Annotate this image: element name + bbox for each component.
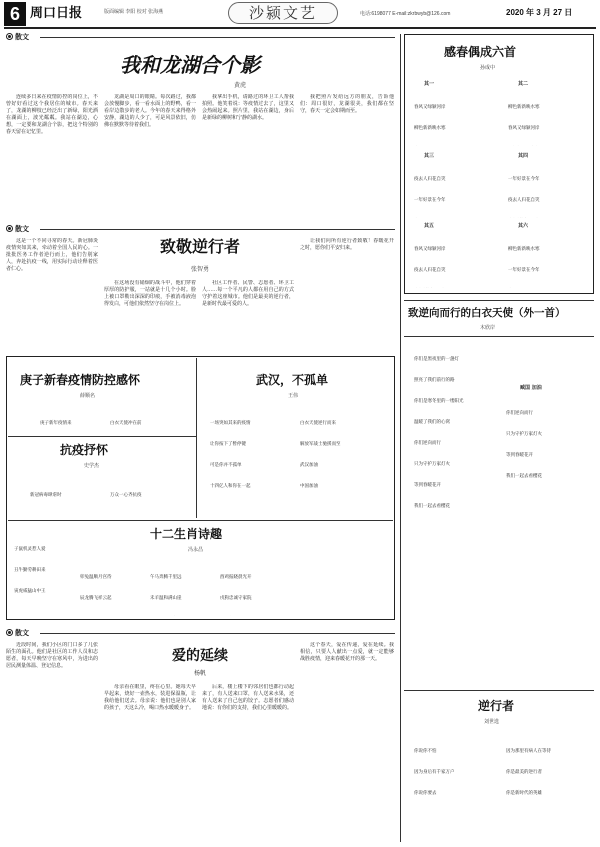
poem-line: 因为身后有千家万户 (414, 770, 455, 775)
poem-line: 让你按下了暂停键 (210, 442, 246, 447)
poem-line: 春风又绿颍河岸 (414, 247, 446, 252)
poem-box-divider (8, 436, 196, 437)
poem-line: 一场突如其来的疫情 (210, 421, 251, 426)
love-col-2: 母亲看在眼里，疼在心里。她每天早早起来，烧好一壶热水，装进保温瓶，让我给他们送去。母亲说：他们也是别人家的孩子，天这么冷，喝口热水暖暖身子。 (104, 684, 196, 711)
salute-col-4: 让我们向所有逆行者致敬！春暖花开之时，愿你们平安归来。 (300, 238, 394, 251)
gengzi-author: 薛顺名 (80, 393, 96, 399)
poem-line: 等到春暖花开 (414, 483, 441, 488)
poem-line: 万众一心齐抗疫 (110, 493, 142, 498)
poem-line: 疫去人归花自笑 (414, 268, 446, 273)
poem-line: 柳色新新映水寒 (508, 105, 540, 110)
retrograde-author: 刘世选 (484, 719, 500, 725)
poem-line: 寅虎威猛山中王 (14, 589, 46, 594)
angel-title: 致逆向而行的白衣天使（外一首） (408, 307, 566, 319)
love-col-3: 后来，楼上楼下的邻居们也都行动起来了，有人送来口罩，有人送来水果，还有人送来了自己包的饺子。志愿者们感动地说：有你们的支持，我们心里暖暖的。 (202, 684, 294, 711)
issue-date: 2020 年 3 月 27 日 (506, 8, 573, 17)
page-number: 6 (4, 2, 26, 26)
poem-line: 解放军战士驰援而至 (300, 442, 341, 447)
poem-line: 因为那里有病人在等待 (506, 749, 551, 754)
salute-section-tag (6, 224, 29, 234)
poem-line: 你是最美的逆行者 (506, 770, 542, 775)
poem-line: 春风又绿颍河岸 (508, 126, 540, 131)
poem-line: 中国加油 (300, 484, 318, 489)
poem-line: 戌狗忠诚守家院 (220, 596, 252, 601)
poem-line: 你是新时代的英雄 (506, 791, 542, 796)
poem-line: 午马奔腾千里远 (150, 575, 182, 580)
angel-second-author: 臧国 加油 (520, 385, 542, 391)
poem-line: 卯兔温顺月宫待 (80, 575, 112, 580)
right-column-divider (400, 34, 401, 842)
spring-lines-6 (508, 232, 588, 288)
poem-line: 疫去人归花自笑 (414, 177, 446, 182)
section-tag-label: 散文 (15, 33, 29, 41)
zodiac-lines-c (150, 560, 210, 616)
spring-sub-title: 其一 (424, 81, 435, 87)
gengzi-lines-b (110, 406, 180, 430)
poem-line: 你们逆向而行 (414, 441, 441, 446)
wuhan-lines-b (300, 406, 390, 516)
poem-line: 酉鸡报晓晨光开 (220, 575, 252, 580)
spring-sub-title: 其二 (518, 81, 529, 87)
poem-line: 春风又绿颍河岸 (414, 105, 446, 110)
spring-sub-title: 其六 (518, 223, 529, 229)
kangyi-lines-b (110, 478, 180, 512)
salute-col-3: 社区工作者、民警、志愿者、环卫工人……每一个平凡的人都在用自己的方式守护着这座城市。他们是最美的逆行者，是新时代最可爱的人。 (202, 280, 294, 307)
love-title: 爱的延续 (172, 648, 228, 664)
salute-col-2: 在这场没有硝烟的战斗中，他们穿着厚厚的防护服，一站就是十几个小时。脸上被口罩勒出深深的印痕，手被消毒液泡得发白，可他们依然坚守在岗位上。 (104, 280, 196, 307)
spring-lines-3 (414, 162, 494, 218)
zodiac-lines-d (220, 560, 280, 616)
poem-line: 疫去人归花自笑 (508, 198, 540, 203)
retrograde-lines-a (414, 734, 498, 834)
zodiac-author: 冯永昌 (188, 547, 204, 553)
dragon-col-1: 连续多日来在疫情防控的岗位上，不曾好好看过这个我居住的城市。春天来了，龙湖的柳枝已经泛出了新绿，阳光洒在湖面上，波光粼粼。我站在湖边，心想，一定要和龙湖合个影，把这个特别的春天留在记忆里。 (6, 94, 98, 135)
angel-lines-b (506, 396, 590, 682)
wuhan-title: 武汉，不孤单 (256, 373, 329, 387)
header-rule (4, 27, 596, 29)
section-rule (40, 37, 395, 38)
section-banner: 沙颍文艺 (228, 2, 338, 24)
poem-line: 可是你并不孤单 (210, 463, 242, 468)
salute-title: 致敬逆行者 (159, 237, 240, 256)
section-tag-label: 散文 (15, 629, 29, 637)
page-header (0, 0, 600, 30)
zodiac-lines-a (14, 532, 74, 616)
salute-author: 张智勇 (190, 266, 209, 273)
dragon-col-3: 我拿出手机，请路过的环卫工人帮我拍照。他笑着说：等疫情过去了，这里又会热闹起来。照片里，我站在湖边，身后是新绿的柳树和宁静的湖水。 (202, 94, 294, 121)
section-rule (404, 300, 594, 301)
poem-line: 新冠病毒肆虐时 (30, 493, 62, 498)
poem-line: 武汉加油 (300, 463, 318, 468)
poem-line: 温暖了我们的心窝 (414, 420, 450, 425)
spring-lines-1 (414, 90, 494, 146)
poem-line: 我们一起去看樱花 (506, 474, 542, 479)
kangyi-title: 抗疫抒怀 (60, 443, 109, 457)
love-author: 杨帆 (193, 670, 206, 677)
poem-line: 白衣天使冲在前 (110, 421, 142, 426)
love-col-1: 近段时间，我们小区的门口多了几张陌生的面孔。他们是社区的工作人员和志愿者，每天早晚坚守在寒风中，为进出的居民测量体温、登记信息。 (6, 642, 98, 669)
poem-line: 你说你不怕 (414, 749, 437, 754)
poem-line: 我们一起去看樱花 (414, 504, 450, 509)
section-dot-icon (6, 225, 13, 232)
poem-line: 白衣天使逆行而来 (300, 421, 336, 426)
editor-info: 版面编辑 李阳 校对 张海燕 (104, 9, 164, 15)
spring-sub-title: 其五 (424, 223, 435, 229)
paper-name: 周口日报 (30, 6, 83, 21)
gengzi-lines-a (40, 406, 100, 430)
angel-lines-a (414, 342, 498, 682)
poem-line: 你们逆向而行 (506, 411, 533, 416)
retrograde-title: 逆行者 (478, 699, 515, 713)
section-dot-icon (6, 33, 13, 40)
love-col-4: 这个春天，爱在传递，爱在延续。我相信，只要人人献出一点爱，就一定能够战胜疫情，迎来春暖花开的那一天。 (300, 642, 394, 662)
poem-box-divider (196, 358, 197, 518)
kangyi-author: 史学杰 (84, 463, 100, 469)
wuhan-author: 王伟 (288, 393, 299, 399)
spring-author: 孙成中 (480, 65, 496, 71)
contact-info: 电话:6198077 E-mail:zkrbwyb@126.com (360, 11, 451, 17)
poem-line: 子鼠机灵惹人爱 (14, 547, 46, 552)
section-rule (40, 633, 395, 634)
dragon-col-4: 我把照片发给远方的朋友，告诉他们：周口很好，龙湖很美，我们都在坚守，春天一定会如期而至。 (300, 94, 394, 114)
poem-line: 照亮了我们前行的路 (414, 378, 455, 383)
section-dot-icon (6, 629, 13, 636)
poem-line: 柳色新新映水寒 (414, 126, 446, 131)
poem-line: 一年好景在今年 (414, 198, 446, 203)
poem-line: 庚子新年疫情来 (40, 421, 72, 426)
poem-line: 一年好景在今年 (508, 268, 540, 273)
poem-line: 十四亿人和你在一起 (210, 484, 251, 489)
poem-line: 未羊温和满山崖 (150, 596, 182, 601)
poem-line: 只为守护万家灯火 (414, 462, 450, 467)
section-rule (404, 690, 594, 691)
spring-lines-4 (508, 162, 588, 218)
spring-sub-title: 其四 (518, 153, 529, 159)
poem-line: 只为守护万家灯火 (506, 432, 542, 437)
dragon-author: 黄虎 (233, 82, 246, 89)
poem-line: 一年好景在今年 (508, 177, 540, 182)
poem-box-divider (8, 520, 393, 521)
spring-sub-title: 其三 (424, 153, 435, 159)
section-rule (404, 336, 594, 337)
poem-line: 你们是黑夜里的一盏灯 (414, 357, 459, 362)
poem-line: 你说你要去 (414, 791, 437, 796)
angel-author: 木欣岸 (480, 325, 496, 331)
salute-col-1: 这是一个不同寻常的春天。新冠肺炎疫情突如其来，牵动着全国人民的心。一批批医务工作者逆行而上，他们告别家人，奔赴抗疫一线，用实际行动诠释着医者仁心。 (6, 238, 98, 272)
zodiac-lines-b (80, 560, 140, 616)
poem-line: 辰龙腾飞祥云起 (80, 596, 112, 601)
gengzi-title: 庚子新春疫情防控感怀 (20, 373, 141, 387)
kangyi-lines-a (30, 478, 100, 512)
section-tag-label: 散文 (15, 225, 29, 233)
zodiac-title: 十二生肖诗趣 (150, 527, 223, 541)
dragon-section-tag (6, 32, 29, 42)
retrograde-lines-b (506, 734, 590, 834)
love-section-tag (6, 628, 29, 638)
section-rule (40, 229, 395, 230)
spring-lines-2 (508, 90, 588, 146)
poem-line: 柳色新新映水寒 (508, 247, 540, 252)
dragon-col-2: 龙湖是周口的眼睛。每次路过，我都会放慢脚步，看一看水面上的野鸭，看一看岸边散步的老人。今年的春天来得格外安静，湖边的人少了，可是风景依旧，仿佛在默默等待着我们。 (104, 94, 196, 128)
poem-line: 你们是寒冬里的一缕阳光 (414, 399, 464, 404)
poem-line: 等到春暖花开 (506, 453, 533, 458)
spring-lines-5 (414, 232, 494, 288)
dragon-title: 我和龙湖合个影 (120, 53, 260, 77)
poem-line: 丑牛勤劳耕田来 (14, 568, 46, 573)
spring-title: 感春偶成六首 (444, 45, 517, 59)
wuhan-lines-a (210, 406, 295, 516)
